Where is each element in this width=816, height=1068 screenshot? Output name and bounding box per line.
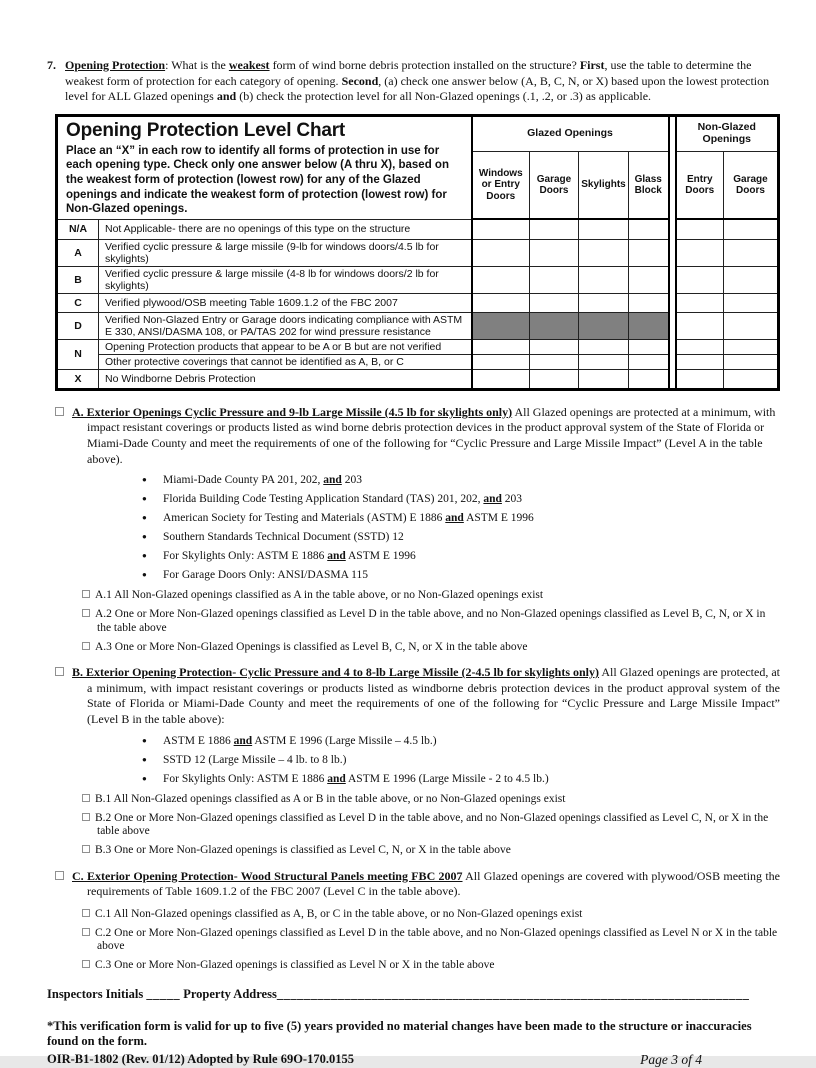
mark-cell[interactable] bbox=[629, 293, 669, 312]
mark-cell[interactable] bbox=[579, 354, 629, 369]
mark-cell[interactable] bbox=[676, 219, 724, 239]
form-footer bbox=[47, 1052, 780, 1068]
question-number: 7. bbox=[47, 58, 56, 72]
bullet-item: ● Florida Building Code Testing Application Standard (TAS) 201, 202, and 203 bbox=[142, 493, 523, 506]
nonglazed-openings-header: Non-Glazed Openings bbox=[676, 115, 779, 151]
checkbox-a2[interactable] bbox=[82, 609, 90, 617]
bullet-item: ● Southern Standards Technical Document (SSTD) 12 bbox=[142, 531, 404, 544]
mark-cell[interactable] bbox=[629, 354, 669, 369]
col-header-skylights: Skylights bbox=[579, 152, 629, 220]
mark-cell[interactable] bbox=[676, 312, 724, 339]
mark-cell[interactable] bbox=[724, 369, 779, 389]
mark-cell[interactable] bbox=[530, 339, 579, 354]
chart-instructions: Place an “X” in each row to identify all forms of protection in use for each opening type. Check only one answer below (A thru X), based on the weakest form of protection (lowest row) for any of the Glazed openings and indicate the weakest form of protection (lowest row) for Non-Glazed openings. bbox=[66, 144, 449, 216]
row-description: Verified cyclic pressure & large missile (9-lb for windows doors/4.5 lb for skylights) bbox=[99, 239, 472, 266]
checkbox-c3[interactable] bbox=[82, 960, 90, 968]
checkbox-c2[interactable] bbox=[82, 928, 90, 936]
section-a-bullets bbox=[142, 473, 780, 582]
mark-cell[interactable] bbox=[724, 266, 779, 293]
checkbox-a1[interactable] bbox=[82, 590, 90, 598]
property-address-blank[interactable]: ______________________________________________________________________ bbox=[276, 986, 750, 1001]
mark-cell[interactable] bbox=[579, 293, 629, 312]
mark-cell[interactable] bbox=[724, 339, 779, 354]
mark-cell[interactable] bbox=[530, 354, 579, 369]
col-header-garage-doors: Garage Doors bbox=[530, 152, 579, 220]
mark-cell[interactable] bbox=[579, 266, 629, 293]
col-header-garage-doors-ng: Garage Doors bbox=[724, 152, 779, 220]
checkbox-a3[interactable] bbox=[82, 642, 90, 650]
section-c bbox=[55, 869, 780, 973]
row-description: Verified cyclic pressure & large missile (4-8 lb for windows doors/2 lb for skylights) bbox=[99, 266, 472, 293]
mark-cell[interactable] bbox=[579, 219, 629, 239]
row-label: X bbox=[57, 369, 99, 389]
mark-cell[interactable] bbox=[530, 369, 579, 389]
mark-cell[interactable] bbox=[579, 239, 629, 266]
signature-line bbox=[47, 987, 780, 1002]
bullet-icon: ● bbox=[142, 754, 147, 764]
property-address-label: Property Address bbox=[183, 986, 277, 1001]
mark-cell[interactable] bbox=[676, 266, 724, 293]
bullet-icon: ● bbox=[142, 773, 147, 783]
mark-cell[interactable] bbox=[629, 369, 669, 389]
option-c3: C.3 One or More Non-Glazed openings is classified as Level N or X in the table above bbox=[55, 959, 780, 973]
mark-cell[interactable] bbox=[676, 339, 724, 354]
mark-cell[interactable] bbox=[629, 339, 669, 354]
section-a bbox=[55, 405, 780, 654]
mark-cell[interactable] bbox=[472, 219, 530, 239]
row-label: N/A bbox=[57, 219, 99, 239]
bullet-icon: ● bbox=[142, 551, 147, 561]
bullet-item: ● SSTD 12 (Large Missile – 4 lb. to 8 lb.) bbox=[142, 753, 347, 766]
section-b-bullets bbox=[142, 734, 780, 786]
question-7-text bbox=[47, 58, 780, 105]
bullet-icon: ● bbox=[142, 735, 147, 745]
row-description: Verified Non-Glazed Entry or Garage doors indicating compliance with ASTM E 330, ANSI/DASMA 108, or PA/TAS 202 for wind pressure resistance bbox=[99, 312, 472, 339]
mark-cell[interactable] bbox=[530, 219, 579, 239]
mark-cell[interactable] bbox=[629, 239, 669, 266]
row-description: No Windborne Debris Protection bbox=[99, 369, 472, 389]
option-c2: C.2 One or More Non-Glazed openings classified as Level D in the table above, and no Non-Glazed openings classified as Level N or X in the table above bbox=[55, 927, 780, 954]
mark-cell[interactable] bbox=[676, 239, 724, 266]
page-number: Page 3 of 4 bbox=[640, 1051, 702, 1067]
checkbox-a[interactable] bbox=[55, 407, 64, 416]
row-description: Opening Protection products that appear to be A or B but are not verified bbox=[99, 339, 472, 354]
form-id: OIR-B1-1802 (Rev. 01/12) Adopted by Rule 69O-170.0155 bbox=[47, 1051, 354, 1066]
section-c-heading-text: C. Exterior Opening Protection- Wood Structural Panels meeting FBC 2007 All Glazed openings are covered with plywood/OSB meeting the requirements of Table 1609.1.2 of the FBC 2007 (Level C in the table above). bbox=[72, 868, 780, 899]
section-b-heading bbox=[55, 665, 780, 727]
mark-cell[interactable] bbox=[472, 369, 530, 389]
inspectors-initials-label: Inspectors Initials bbox=[47, 986, 144, 1001]
mark-cell[interactable] bbox=[676, 293, 724, 312]
mark-cell[interactable] bbox=[676, 354, 724, 369]
option-a3: A.3 One or More Non-Glazed Openings is classified as Level B, C, N, or X in the table above bbox=[55, 641, 780, 655]
chart-title-cell bbox=[57, 115, 472, 219]
section-c-heading bbox=[55, 869, 780, 900]
mark-cell[interactable] bbox=[676, 369, 724, 389]
chart-title: Opening Protection Level Chart bbox=[66, 119, 346, 141]
option-c1: C.1 All Non-Glazed openings classified as A, B, or C in the table above, or no Non-Glazed openings exist bbox=[55, 908, 780, 922]
mark-cell[interactable] bbox=[579, 339, 629, 354]
row-label: A bbox=[57, 239, 99, 266]
option-b1: B.1 All Non-Glazed openings classified as A or B in the table above, or no Non-Glazed openings exist bbox=[55, 793, 780, 807]
shaded-cell bbox=[629, 312, 669, 339]
col-header-entry-doors: Entry Doors bbox=[676, 152, 724, 220]
row-label: B bbox=[57, 266, 99, 293]
mark-cell[interactable] bbox=[579, 369, 629, 389]
row-label: N bbox=[57, 339, 99, 369]
validity-note: *This verification form is valid for up to five (5) years provided no material changes have been made to the structure or inaccuracies found on the form. bbox=[47, 1018, 752, 1049]
mark-cell[interactable] bbox=[629, 266, 669, 293]
bullet-item: ● For Garage Doors Only: ANSI/DASMA 115 bbox=[142, 569, 368, 582]
section-a-heading bbox=[55, 405, 780, 467]
opening-protection-table bbox=[55, 114, 780, 391]
checkbox-c[interactable] bbox=[55, 871, 64, 880]
mark-cell[interactable] bbox=[472, 266, 530, 293]
mark-cell[interactable] bbox=[724, 354, 779, 369]
bullet-icon: ● bbox=[142, 513, 147, 523]
shaded-cell bbox=[472, 312, 530, 339]
checkbox-b3[interactable] bbox=[82, 845, 90, 853]
mark-cell[interactable] bbox=[472, 293, 530, 312]
section-a-heading-text: A. Exterior Openings Cyclic Pressure and 9-lb Large Missile (4.5 lb for skylights only) All Glazed openings are protected at a minimum, with impact resistant coverings or products listed as wind borne debris protection devices in the product approval system of the State of Florida or Miami-Dade County and meet the requirements of one of the following for “Cyclic Pressure and Large Missile Impact” (Level A in the table above). bbox=[72, 404, 776, 466]
column-divider bbox=[669, 115, 676, 389]
mark-cell[interactable] bbox=[530, 266, 579, 293]
shaded-cell bbox=[579, 312, 629, 339]
row-label: D bbox=[57, 312, 99, 339]
option-a1: A.1 All Non-Glazed openings classified as A in the table above, or no Non-Glazed openings exist bbox=[55, 589, 780, 603]
bullet-item: ● American Society for Testing and Materials (ASTM) E 1886 and ASTM E 1996 bbox=[142, 512, 534, 525]
bullet-item: ● Miami-Dade County PA 201, 202, and 203 bbox=[142, 474, 362, 487]
option-b2: B.2 One or More Non-Glazed openings classified as Level D in the table above, and no Non-Glazed openings classified as Level C, N, or X in the table above bbox=[55, 812, 780, 839]
checkbox-c1[interactable] bbox=[82, 909, 90, 917]
mark-cell[interactable] bbox=[629, 219, 669, 239]
mark-cell[interactable] bbox=[472, 339, 530, 354]
shaded-cell bbox=[530, 312, 579, 339]
option-b3: B.3 One or More Non-Glazed openings is classified as Level C, N, or X in the table above bbox=[55, 844, 780, 858]
col-header-windows-entry-doors: Windows or Entry Doors bbox=[472, 152, 530, 220]
checkbox-b2[interactable] bbox=[82, 813, 90, 821]
mark-cell[interactable] bbox=[472, 354, 530, 369]
bullet-icon: ● bbox=[142, 532, 147, 542]
mark-cell[interactable] bbox=[724, 293, 779, 312]
glazed-openings-header: Glazed Openings bbox=[472, 115, 669, 151]
bullet-icon: ● bbox=[142, 475, 147, 485]
bullet-item: ● ASTM E 1886 and ASTM E 1996 (Large Missile – 4.5 lb.) bbox=[142, 734, 437, 747]
initials-blank[interactable]: _____ bbox=[146, 986, 181, 1001]
bullet-icon: ● bbox=[142, 570, 147, 580]
section-b-heading-text: B. Exterior Opening Protection- Cyclic Pressure and 4 to 8-lb Large Missile (2-4.5 lb for skylights only) All Glazed openings are protected, at a minimum, with impact resistant coverings or products listed as windborne debris protection devices in the product approval system of the State of Florida or Miami-Dade County and meet the requirements of one of the following for “Cyclic Pressure and Large Missile Impact” (Level B in the table above): bbox=[72, 665, 780, 726]
section-b bbox=[55, 665, 780, 857]
mark-cell[interactable] bbox=[472, 239, 530, 266]
checkbox-b1[interactable] bbox=[82, 794, 90, 802]
mark-cell[interactable] bbox=[724, 239, 779, 266]
row-label: C bbox=[57, 293, 99, 312]
mark-cell[interactable] bbox=[724, 312, 779, 339]
col-header-glass-block: Glass Block bbox=[629, 152, 669, 220]
bullet-item: ● For Skylights Only: ASTM E 1886 and ASTM E 1996 (Large Missile - 2 to 4.5 lb.) bbox=[142, 772, 549, 785]
bullet-icon: ● bbox=[142, 494, 147, 504]
checkbox-b[interactable] bbox=[55, 667, 64, 676]
mark-cell[interactable] bbox=[530, 293, 579, 312]
question-rich-text: Opening Protection: What is the weakest form of wind borne debris protection installed on the structure? First, use the table to determine the weakest form of protection for each category of opening. Second, (a) check one answer below (A, B, C, N, or X) based upon the lowest protection level for ALL Glazed openings and (b) check the protection level for all Non-Glazed openings (.1, .2, or .3) as applicable. bbox=[65, 58, 770, 104]
row-description: Verified plywood/OSB meeting Table 1609.1.2 of the FBC 2007 bbox=[99, 293, 472, 312]
mark-cell[interactable] bbox=[724, 219, 779, 239]
bullet-item: ● For Skylights Only: ASTM E 1886 and ASTM E 1996 bbox=[142, 550, 416, 563]
option-a2: A.2 One or More Non-Glazed openings classified as Level D in the table above, and no Non-Glazed openings classified as Level B, C, N, or X in the table above bbox=[55, 608, 780, 635]
row-description: Other protective coverings that cannot be identified as A, B, or C bbox=[99, 354, 472, 369]
row-description: Not Applicable- there are no openings of this type on the structure bbox=[99, 219, 472, 239]
mark-cell[interactable] bbox=[530, 239, 579, 266]
